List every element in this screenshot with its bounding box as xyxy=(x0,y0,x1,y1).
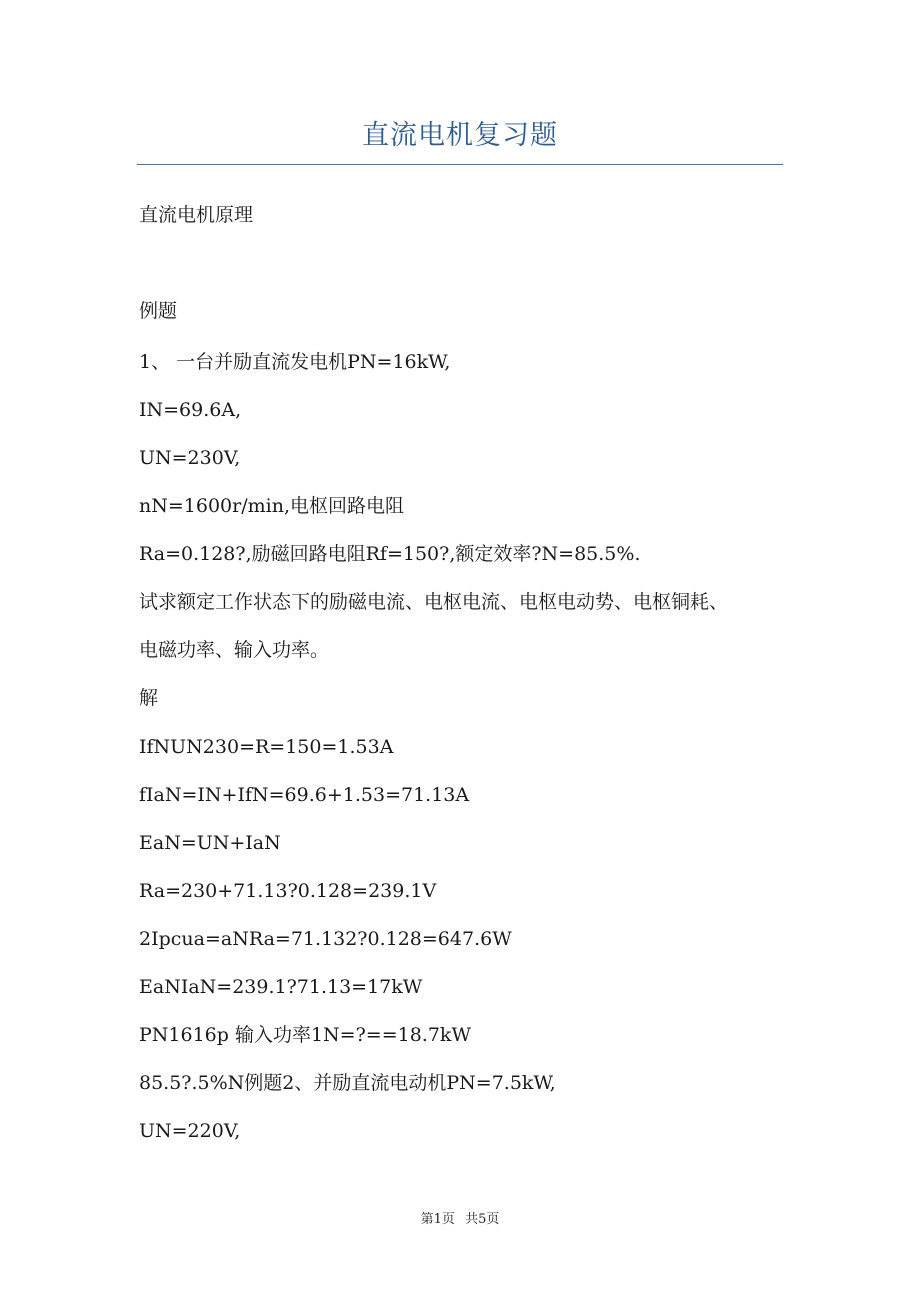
section-heading: 直流电机原理 xyxy=(139,204,254,226)
text-line: UN=230V, xyxy=(139,447,241,469)
text-line: UN=220V, xyxy=(139,1120,241,1142)
page-total: 共5页 xyxy=(465,1212,500,1227)
formula-line: EaN=UN+IaN xyxy=(139,832,281,854)
text-line: Ra=0.128?,励磁回路电阻Rf=150?,额定效率?N=85.5%. xyxy=(139,543,641,565)
title-divider xyxy=(137,164,783,165)
formula-line: EaNIaN=239.1?71.13=17kW xyxy=(139,976,423,998)
text-line: 电磁功率、输入功率。 xyxy=(139,639,330,661)
page-footer xyxy=(0,1208,920,1227)
formula-line: 2Ipcua=aNRa=71.132?0.128=647.6W xyxy=(139,928,512,950)
text-line: nN=1600r/min,电枢回路电阻 xyxy=(139,495,404,517)
solution-heading: 解 xyxy=(139,687,159,709)
formula-line: IfNUN230=R=150=1.53A xyxy=(139,736,394,758)
formula-line: Ra=230+71.13?0.128=239.1V xyxy=(139,880,437,902)
text-line: IN=69.6A, xyxy=(139,399,242,421)
text-line: 1、 一台并励直流发电机PN=16kW, xyxy=(139,351,451,373)
text-line: 85.5?.5%N例题2、并励直流电动机PN=7.5kW, xyxy=(139,1072,556,1094)
formula-line: fIaN=IN+IfN=69.6+1.53=71.13A xyxy=(139,784,470,806)
text-line: 试求额定工作状态下的励磁电流、电枢电流、电枢电动势、电枢铜耗、 xyxy=(139,591,729,613)
formula-line: PN1616p 输入功率1N=?==18.7kW xyxy=(139,1024,471,1046)
page-number: 第1页 xyxy=(420,1212,455,1227)
example-heading: 例题 xyxy=(139,300,178,322)
page-title: 直流电机复习题 xyxy=(362,120,558,151)
